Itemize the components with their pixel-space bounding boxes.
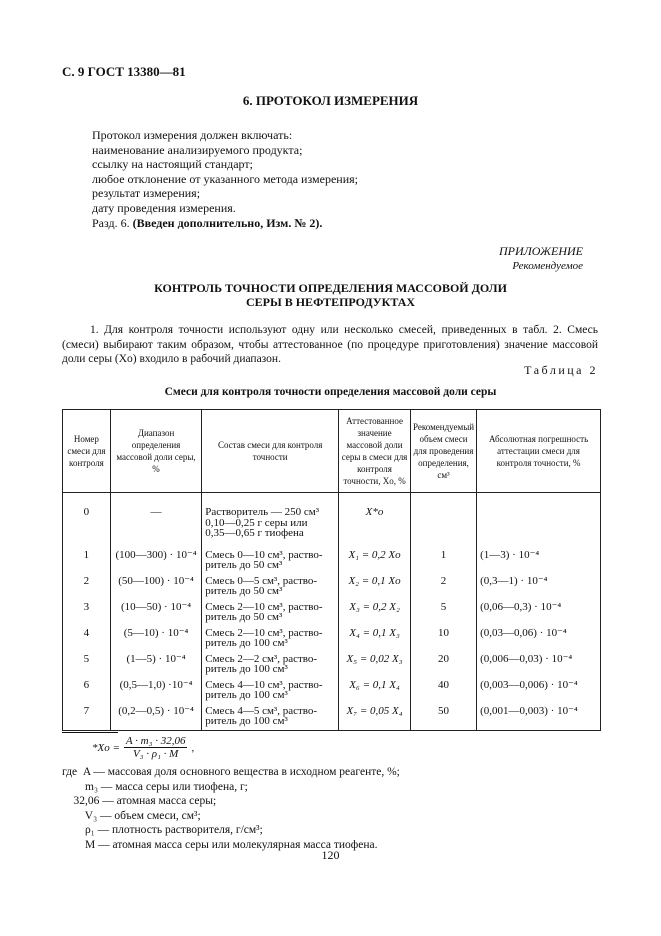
- cell-composition: [202, 597, 339, 623]
- cell-volume: 40: [410, 675, 476, 701]
- cell-volume: 5: [410, 597, 476, 623]
- intro-paragraph: 1. Для контроля точности используют одну или несколько смесей, приведенных в табл. 2. Смесь (смеси) выбирают таким образом, чтобы аттестованное (по процедуре приготовления) значение массовой доли серы (Xo) входило в рабочий диапазон.: [62, 324, 598, 365]
- table-row: [63, 597, 601, 623]
- protocol-line: дату проведения измерения.: [92, 200, 236, 215]
- cell-error: (0,06—0,3) · 10⁻⁴: [477, 597, 601, 623]
- table-header-row: [63, 410, 601, 493]
- cell-number: 7: [63, 701, 111, 731]
- cell-attested: X₃ = 0,2 X₂: [339, 597, 411, 623]
- amendment-prefix: Разд. 6.: [92, 215, 133, 230]
- composition-line: ритель до 100 см³: [205, 715, 288, 727]
- table-row: [63, 623, 601, 649]
- formula-tail: ,: [191, 741, 195, 754]
- composition-line: Смесь 2—2 см³, раство-: [205, 652, 318, 665]
- cell-range: —: [110, 493, 201, 545]
- appendix-title-line2: СЕРЫ В НЕФТЕПРОДУКТАХ: [245, 295, 416, 309]
- cell-composition: [202, 649, 339, 675]
- protocol-line: результат измерения;: [92, 186, 201, 201]
- composition-line: Смесь 0—5 см³, раство-: [205, 574, 318, 587]
- cell-composition: [202, 675, 339, 701]
- composition-line: Смесь 0—10 см³, раство-: [205, 548, 323, 561]
- appendix-title-line1: КОНТРОЛЬ ТОЧНОСТИ ОПРЕДЕЛЕНИЯ МАССОВОЙ ДОЛИ: [154, 281, 507, 295]
- formula-lhs: *Xo =: [92, 741, 120, 754]
- cell-range: (100—300) · 10⁻⁴: [110, 545, 201, 571]
- protocol-list: [92, 128, 358, 230]
- cell-volume: 50: [410, 701, 476, 731]
- cell-attested: X₇ = 0,05 X₄: [339, 701, 411, 731]
- mixtures-table: [62, 409, 601, 731]
- protocol-line: наименование анализируемого продукта;: [92, 142, 303, 157]
- appendix-sublabel: Рекомендуемое: [512, 260, 583, 272]
- protocol-line: Протокол измерения должен включать:: [92, 128, 293, 142]
- cell-composition: [202, 545, 339, 571]
- cell-composition: [202, 571, 339, 597]
- footnote-rule: [62, 732, 118, 733]
- composition-line: ритель до 50 см³: [205, 611, 283, 623]
- section-title: 6. ПРОТОКОЛ ИЗМЕРЕНИЯ: [242, 93, 419, 108]
- composition-line: ритель до 50 см³: [205, 559, 283, 571]
- formula-notes: [62, 765, 400, 853]
- cell-composition: [202, 623, 339, 649]
- composition-line: Смесь 4—5 см³, раство-: [205, 704, 318, 717]
- cell-error: (0,03—0,06) · 10⁻⁴: [477, 623, 601, 649]
- cell-range: (0,5—1,0) ·10⁻⁴: [110, 675, 201, 701]
- cell-attested: X₆ = 0,1 X₄: [339, 675, 411, 701]
- cell-number: 4: [63, 623, 111, 649]
- cell-number: 5: [63, 649, 111, 675]
- note-line: 32,06 — атомная масса серы;: [62, 795, 217, 808]
- table-row: [63, 649, 601, 675]
- protocol-line: ссылку на настоящий стандарт;: [92, 157, 253, 172]
- cell-number: 6: [63, 675, 111, 701]
- table-row: [63, 675, 601, 701]
- cell-volume: 20: [410, 649, 476, 675]
- cell-error: [477, 493, 601, 545]
- composition-line: ритель до 100 см³: [205, 663, 288, 675]
- document-header: С. 9 ГОСТ 13380—81: [62, 64, 186, 79]
- col-header-attested: Аттестованное значение массовой доли серы в смеси для контроля точности, Xo, %: [339, 410, 411, 493]
- appendix-title: [0, 281, 661, 309]
- composition-line: Смесь 4—10 см³, раство-: [205, 678, 323, 691]
- amendment-bold: (Введен дополнительно, Изм. № 2).: [132, 215, 323, 230]
- composition-line: Смесь 2—10 см³, раство-: [205, 600, 323, 613]
- cell-attested: X₅ = 0,02 X₃: [339, 649, 411, 675]
- appendix-label: ПРИЛОЖЕНИЕ: [499, 244, 583, 258]
- composition-line: ритель до 50 см³: [205, 585, 283, 597]
- cell-volume: [410, 493, 476, 545]
- cell-error: (0,001—0,003) · 10⁻⁴: [477, 701, 601, 731]
- note-line: M — атомная масса серы или молекулярная масса тиофена.: [62, 838, 378, 851]
- cell-number: 3: [63, 597, 111, 623]
- cell-number: 0: [63, 493, 111, 545]
- formula: [92, 735, 194, 760]
- cell-range: (10—50) · 10⁻⁴: [110, 597, 201, 623]
- col-header-number: Номер смеси для контроля: [63, 410, 111, 493]
- cell-attested: X₄ = 0,1 X₃: [339, 623, 411, 649]
- protocol-line: любое отклонение от указанного метода измерения;: [92, 171, 358, 186]
- note-line: ρ₁ — плотность растворителя, г/см³;: [62, 824, 263, 837]
- cell-error: (0,003—0,006) · 10⁻⁴: [477, 675, 601, 701]
- col-header-error: Абсолютная погрешность аттестации смеси для контроля точности, %: [477, 410, 601, 493]
- page-number: 120: [321, 848, 340, 862]
- table-title: Смеси для контроля точности определения массовой доли серы: [164, 386, 497, 398]
- cell-range: (1—5) · 10⁻⁴: [110, 649, 201, 675]
- formula-numerator: A · m₃ · 32,06: [125, 735, 186, 747]
- cell-composition: [202, 701, 339, 731]
- cell-composition: [202, 493, 339, 545]
- note-line: где A — массовая доля основного вещества в исходном реагенте, %;: [62, 766, 400, 778]
- cell-number: 1: [63, 545, 111, 571]
- cell-attested: X*o: [339, 493, 411, 545]
- cell-volume: 1: [410, 545, 476, 571]
- composition-line: Смесь 2—10 см³, раство-: [205, 626, 323, 639]
- cell-volume: 2: [410, 571, 476, 597]
- table-number: Таблица 2: [524, 363, 598, 377]
- composition-line: ритель до 100 см³: [205, 637, 288, 649]
- cell-attested: X₁ = 0,2 Xo: [339, 545, 411, 571]
- formula-fraction: [124, 735, 188, 760]
- col-header-composition: Состав смеси для контроля точности: [202, 410, 339, 493]
- cell-error: (1—3) · 10⁻⁴: [477, 545, 601, 571]
- col-header-range: Диапазон определения массовой доли серы, %: [110, 410, 201, 493]
- formula-denominator: V₃ · ρ₁ · M: [133, 748, 179, 760]
- cell-attested: X₂ = 0,1 Xo: [339, 571, 411, 597]
- table-row: [63, 571, 601, 597]
- composition-line: Растворитель — 250 см³: [205, 506, 320, 518]
- cell-range: (0,2—0,5) · 10⁻⁴: [110, 701, 201, 731]
- composition-line: 0,35—0,65 г тиофена: [205, 527, 304, 539]
- cell-range: (5—10) · 10⁻⁴: [110, 623, 201, 649]
- cell-number: 2: [63, 571, 111, 597]
- cell-error: (0,006—0,03) · 10⁻⁴: [477, 649, 601, 675]
- cell-error: (0,3—1) · 10⁻⁴: [477, 571, 601, 597]
- table-row: [63, 493, 601, 545]
- table-row: [63, 701, 601, 731]
- cell-volume: 10: [410, 623, 476, 649]
- col-header-volume: Рекомендуемый объем смеси для проведения определения, см³: [410, 410, 476, 493]
- composition-line: 0,10—0,25 г серы или: [205, 516, 308, 529]
- note-line: V₃ — объем смеси, см³;: [62, 809, 201, 822]
- note-line: m₃ — масса серы или тиофена, г;: [62, 780, 248, 793]
- table-row: [63, 545, 601, 571]
- composition-line: ритель до 100 см³: [205, 689, 288, 701]
- amendment-note: [92, 216, 358, 231]
- cell-range: (50—100) · 10⁻⁴: [110, 571, 201, 597]
